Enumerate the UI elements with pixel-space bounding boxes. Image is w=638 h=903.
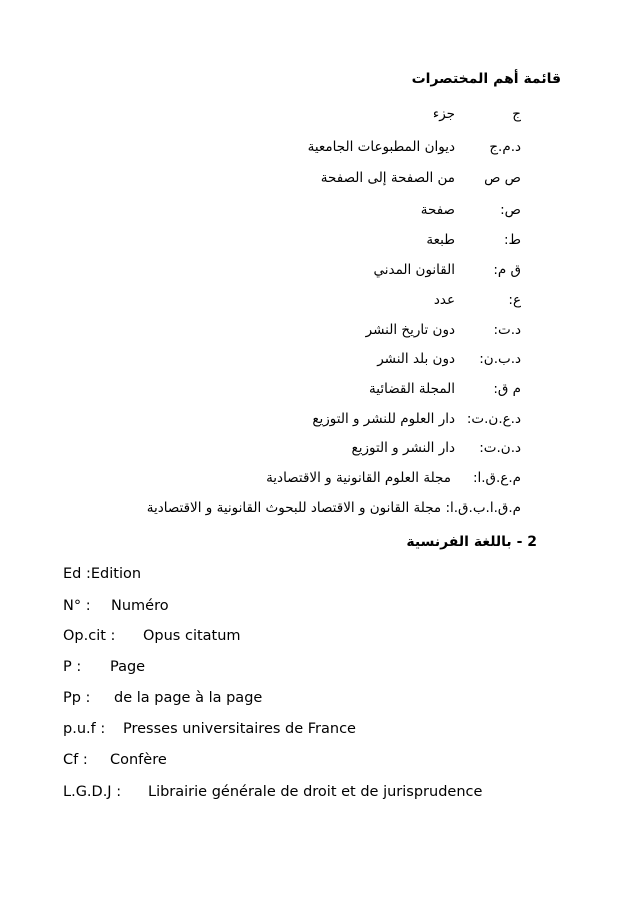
abbr-definition: من الصفحة إلى الصفحة [320,170,455,186]
abbr-term: N° : [63,598,91,614]
abbr-term: P : [63,659,82,675]
arabic-abbr-row [147,498,521,518]
abbr-definition: المجلة القضائية [369,381,455,397]
abbr-term: Pp : [63,690,91,706]
french-abbr-row [63,719,356,739]
abbr-definition: ديوان المطبوعات الجامعية [307,139,455,155]
abbr-definition: de la page à la page [114,690,263,706]
arabic-abbr-row [421,200,521,220]
abbr-term: Op.cit : [63,628,116,644]
arabic-abbr-row [308,137,521,157]
abbr-term: Cf : [63,752,88,768]
abbr-term: ق م: [493,262,521,278]
french-abbr-row [63,688,262,708]
arabic-abbr-row [266,468,521,488]
french-abbr-row [63,657,145,677]
abbr-term: Ed : [63,566,91,582]
abbr-term: د.ن.ت: [479,440,521,456]
abbr-term: م.ق.ا.ب.ق.ا: [445,500,521,516]
abbr-definition: Numéro [111,598,169,614]
arabic-abbr-row [434,290,521,310]
abbr-definition: دون تاريخ النشر [365,322,455,338]
french-abbr-row [63,782,482,802]
abbr-definition: القانون المدني [373,262,455,278]
abbr-definition: طبعة [426,232,455,248]
abbr-term: د.ب.ن: [479,351,521,367]
abbr-term: ج [512,106,521,122]
abbr-term: L.G.D.J : [63,784,122,800]
abbr-term: ع: [508,292,521,308]
abbr-definition: مجلة العلوم القانونية و الاقتصادية [266,470,451,486]
french-abbr-row [63,626,241,646]
abbr-term: د.ع.ن.ت: [466,411,521,427]
abbr-term: د.م.ج [489,139,521,155]
arabic-abbr-row [377,349,521,369]
abbr-term: ص ص [484,170,521,186]
arabic-abbr-row [312,409,521,429]
abbr-definition: دار النشر و التوزيع [351,440,455,456]
arabic-abbr-row [321,168,521,188]
arabic-abbr-row [426,230,521,250]
french-abbr-row [63,750,167,770]
abbr-term: ط: [503,232,521,248]
arabic-abbr-row [352,438,521,458]
abbr-definition: Edition [90,566,142,582]
abbr-term: د.ت: [493,322,521,338]
abbr-definition: Confère [110,752,167,768]
abbr-term: م ق: [493,381,521,397]
abbr-definition: دار العلوم للنشر و التوزيع [312,411,455,427]
abbr-term: م.ع.ق.ا: [472,470,521,486]
abbr-definition: Page [110,659,146,675]
abbr-definition: Presses universitaires de France [123,721,356,737]
abbr-definition: جزء [432,106,455,122]
abbr-definition: مجلة القانون و الاقتصاد للبحوث القانونية و الاقتصادية [146,500,442,516]
french-abbr-row [63,596,169,616]
french-abbr-row [63,564,141,584]
arabic-abbr-row [433,104,521,124]
abbr-term: p.u.f : [63,721,106,737]
abbr-definition: Opus citatum [143,628,241,644]
arabic-abbr-row [369,379,521,399]
french-section-title: 2 - باللغة الفرنسية [406,534,537,550]
abbr-definition: عدد [433,292,455,308]
abbr-term: ص: [500,202,521,218]
arabic-abbr-row [373,260,521,280]
abbr-definition: Librairie générale de droit et de jurisprudence [148,784,483,800]
abbr-definition: دون بلد النشر [377,351,455,367]
abbr-definition: صفحة [420,202,455,218]
arabic-abbr-row [366,320,521,340]
abbreviations-title: قائمة أهم المختصرات [411,71,561,87]
